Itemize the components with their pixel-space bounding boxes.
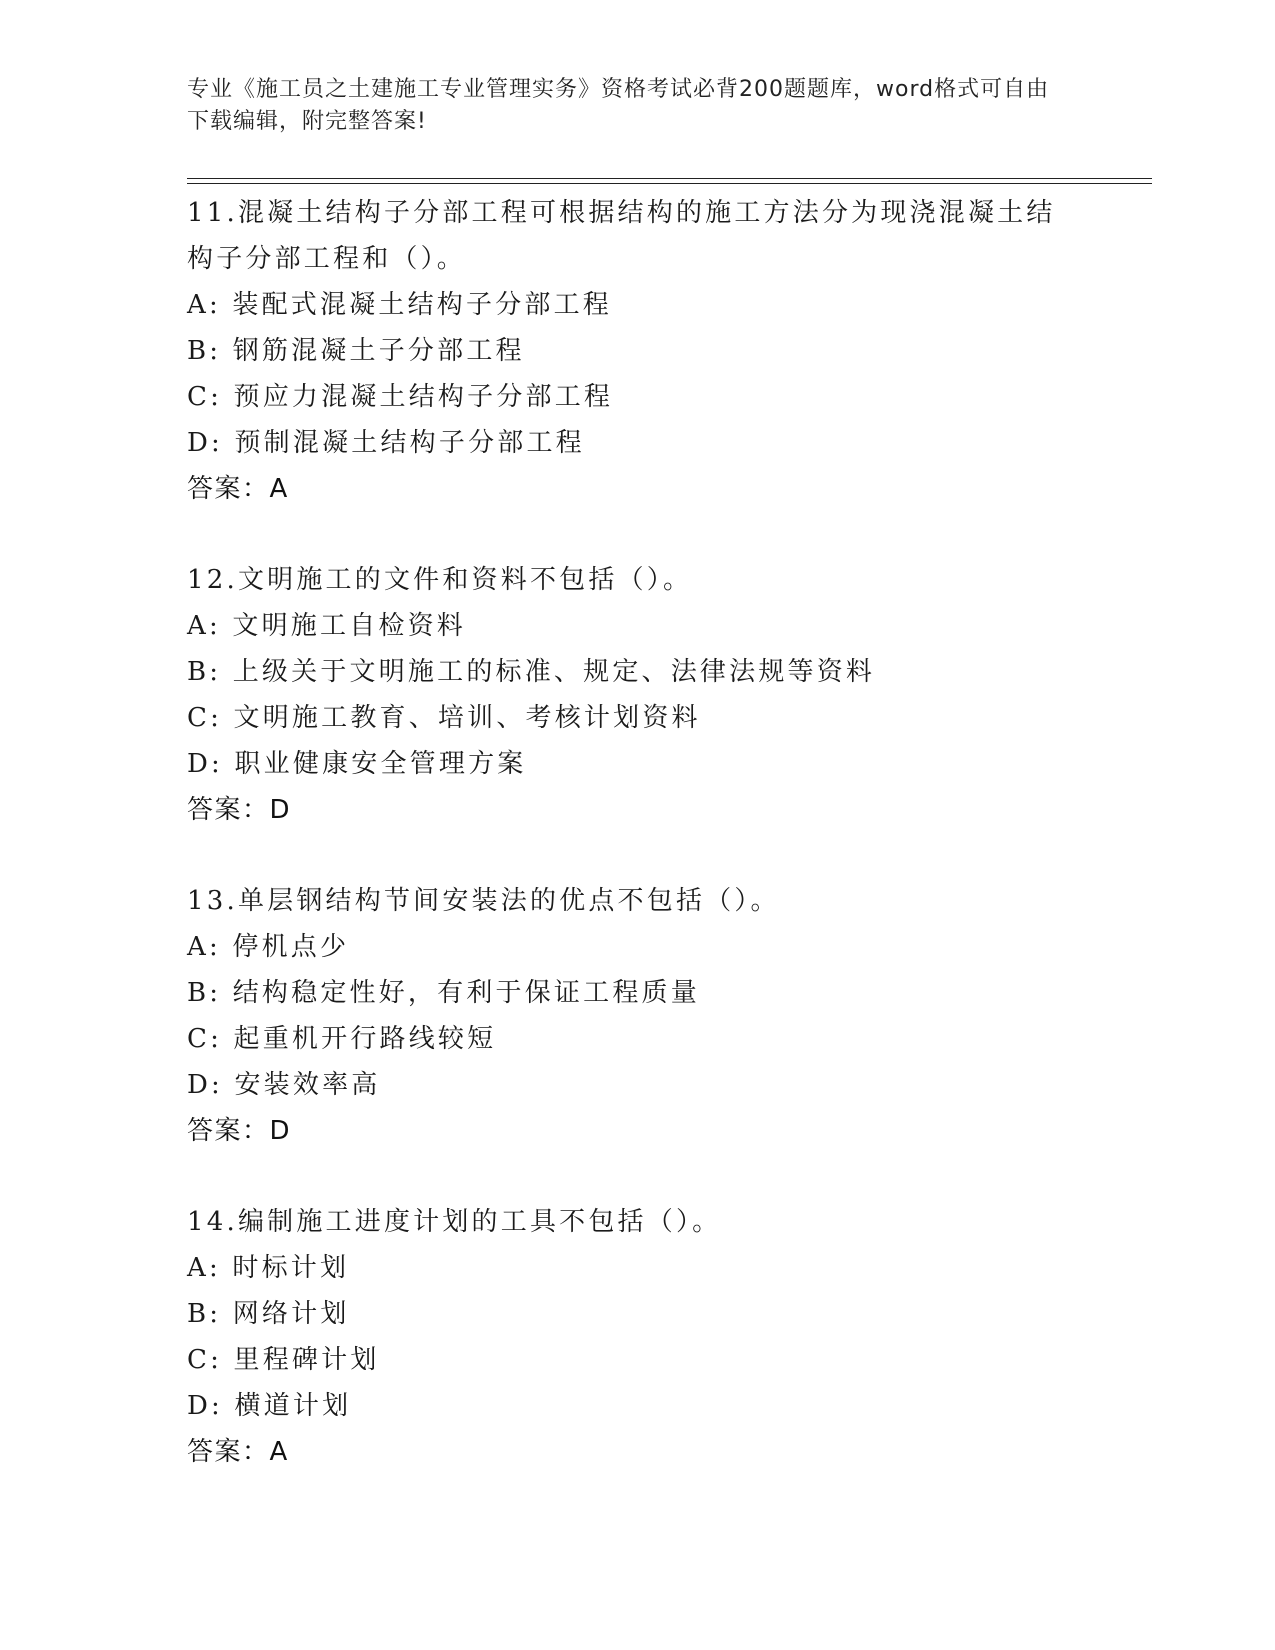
answer-label: 答案：A: [187, 474, 289, 504]
answer-label: 答案：D: [187, 795, 292, 825]
answer-label: 答案：A: [187, 1437, 289, 1467]
header-rule-top: [187, 178, 1152, 179]
option-c: C: 文明施工教育、培训、考核计划资料: [187, 703, 701, 733]
option-d: D: 预制混凝土结构子分部工程: [187, 428, 585, 458]
question-stem: 11.混凝土结构子分部工程可根据结构的施工方法分为现浇混凝土结构子分部工程和（）。: [187, 198, 1056, 274]
option-a: A: 时标计划: [187, 1253, 350, 1283]
option-d: D: 职业健康安全管理方案: [187, 749, 527, 779]
option-b: B: 结构稳定性好，有利于保证工程质量: [187, 978, 700, 1008]
option-c: C: 起重机开行路线较短: [187, 1024, 497, 1054]
document-header: 专业《施工员之土建施工专业管理实务》资格考试必背200题题库，word格式可自由下载编辑，附完整答案!: [187, 77, 1050, 134]
option-c: C: 预应力混凝土结构子分部工程: [187, 382, 614, 412]
option-a: A: 装配式混凝土结构子分部工程: [187, 290, 613, 320]
answer-label: 答案：D: [187, 1116, 292, 1146]
question-14: [187, 1199, 1087, 1475]
question-12: [187, 557, 1087, 833]
option-b: B: 网络计划: [187, 1299, 350, 1329]
option-d: D: 安装效率高: [187, 1070, 381, 1100]
option-d: D: 横道计划: [187, 1391, 352, 1421]
header-rule-bottom: [187, 183, 1152, 184]
option-b: B: 上级关于文明施工的标准、规定、法律法规等资料: [187, 657, 876, 687]
question-list: [187, 190, 1087, 1520]
question-11: [187, 190, 1087, 512]
option-a: A: 停机点少: [187, 932, 350, 962]
option-b: B: 钢筋混凝土子分部工程: [187, 336, 525, 366]
question-stem: 12.文明施工的文件和资料不包括（）。: [187, 565, 693, 595]
option-a: A: 文明施工自检资料: [187, 611, 467, 641]
option-c: C: 里程碑计划: [187, 1345, 380, 1375]
question-stem: 14.编制施工进度计划的工具不包括（）。: [187, 1207, 722, 1237]
question-stem: 13.单层钢结构节间安装法的优点不包括（）。: [187, 886, 780, 916]
question-13: [187, 878, 1087, 1154]
